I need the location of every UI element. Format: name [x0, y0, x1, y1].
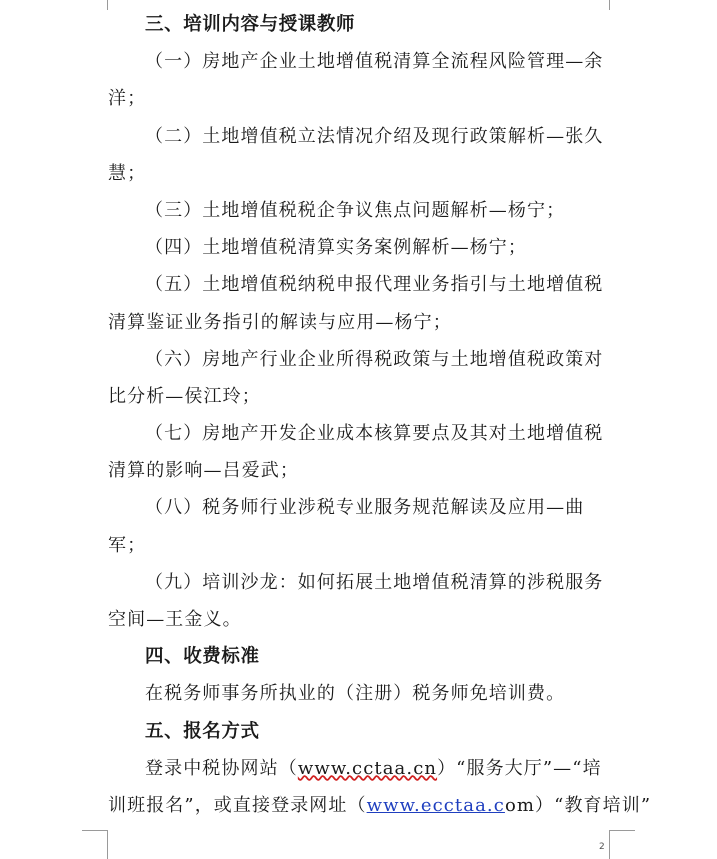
- ecctaa-link[interactable]: www.ecctaa.c: [366, 794, 505, 816]
- section-4-text: 在税务师事务所执业的（注册）税务师免培训费。: [145, 683, 566, 705]
- item-6-line-2: 比分析—侯江玲；: [108, 385, 261, 407]
- item-8-line-1: （八）税务师行业涉税专业服务规范解读及应用—曲: [145, 497, 585, 519]
- page-number: 2: [599, 842, 605, 852]
- item-1-line-2: 洋；: [108, 88, 147, 110]
- item-5-line-1: （五）土地增值税纳税申报代理业务指引与土地增值税: [145, 274, 604, 296]
- crop-mark-bottom-right-v: [609, 830, 610, 859]
- section-5-line-2-post: om）“教育培训”: [504, 794, 652, 816]
- section-4-heading: 四、收费标准: [145, 646, 260, 668]
- item-3-line-1: （三）土地增值税税企争议焦点问题解析—杨宁；: [145, 199, 566, 221]
- item-7-line-2: 清算的影响—吕爱武；: [108, 460, 299, 482]
- section-5-heading: 五、报名方式: [145, 720, 260, 742]
- item-9-line-2: 空间—王金义。: [108, 609, 242, 630]
- item-7-line-1: （七）房地产开发企业成本核算要点及其对土地增值税: [145, 423, 604, 445]
- crop-mark-bottom-left-h: [82, 830, 108, 831]
- item-5-line-2: 清算鉴证业务指引的解读与应用—杨宁；: [108, 311, 452, 333]
- document-body: [108, 6, 652, 824]
- item-1-line-1: （一）房地产企业土地增值税清算全流程风险管理—余: [145, 51, 604, 73]
- section-5-line-1-pre: 登录中税协网站（: [145, 757, 298, 779]
- section-5-line-1: [108, 750, 612, 787]
- crop-mark-bottom-left-v: [107, 830, 108, 859]
- item-6-line-1: （六）房地产行业企业所得税政策与土地增值税政策对: [145, 348, 604, 370]
- crop-mark-bottom-right-h: [609, 830, 635, 831]
- section-5-line-1-post: ）“服务大厅”—“培: [437, 757, 602, 779]
- item-4-line-1: （四）土地增值税清算实务案例解析—杨宁；: [145, 237, 527, 259]
- item-2-line-1: （二）土地增值税立法情况介绍及现行政策解析—张久: [145, 125, 604, 147]
- item-8-line-2: 军；: [108, 534, 147, 556]
- section-5-line-2-pre: 训班报名”，或直接登录网址（: [108, 794, 367, 816]
- item-9-line-1: （九）培训沙龙：如何拓展土地增值税清算的涉税服务: [145, 571, 604, 593]
- section-3-heading: 三、培训内容与授课教师: [145, 14, 356, 35]
- section-5-line-2: [108, 787, 652, 824]
- cctaa-link[interactable]: www.cctaa.cn: [297, 757, 438, 779]
- item-2-line-2: 慧；: [108, 162, 147, 184]
